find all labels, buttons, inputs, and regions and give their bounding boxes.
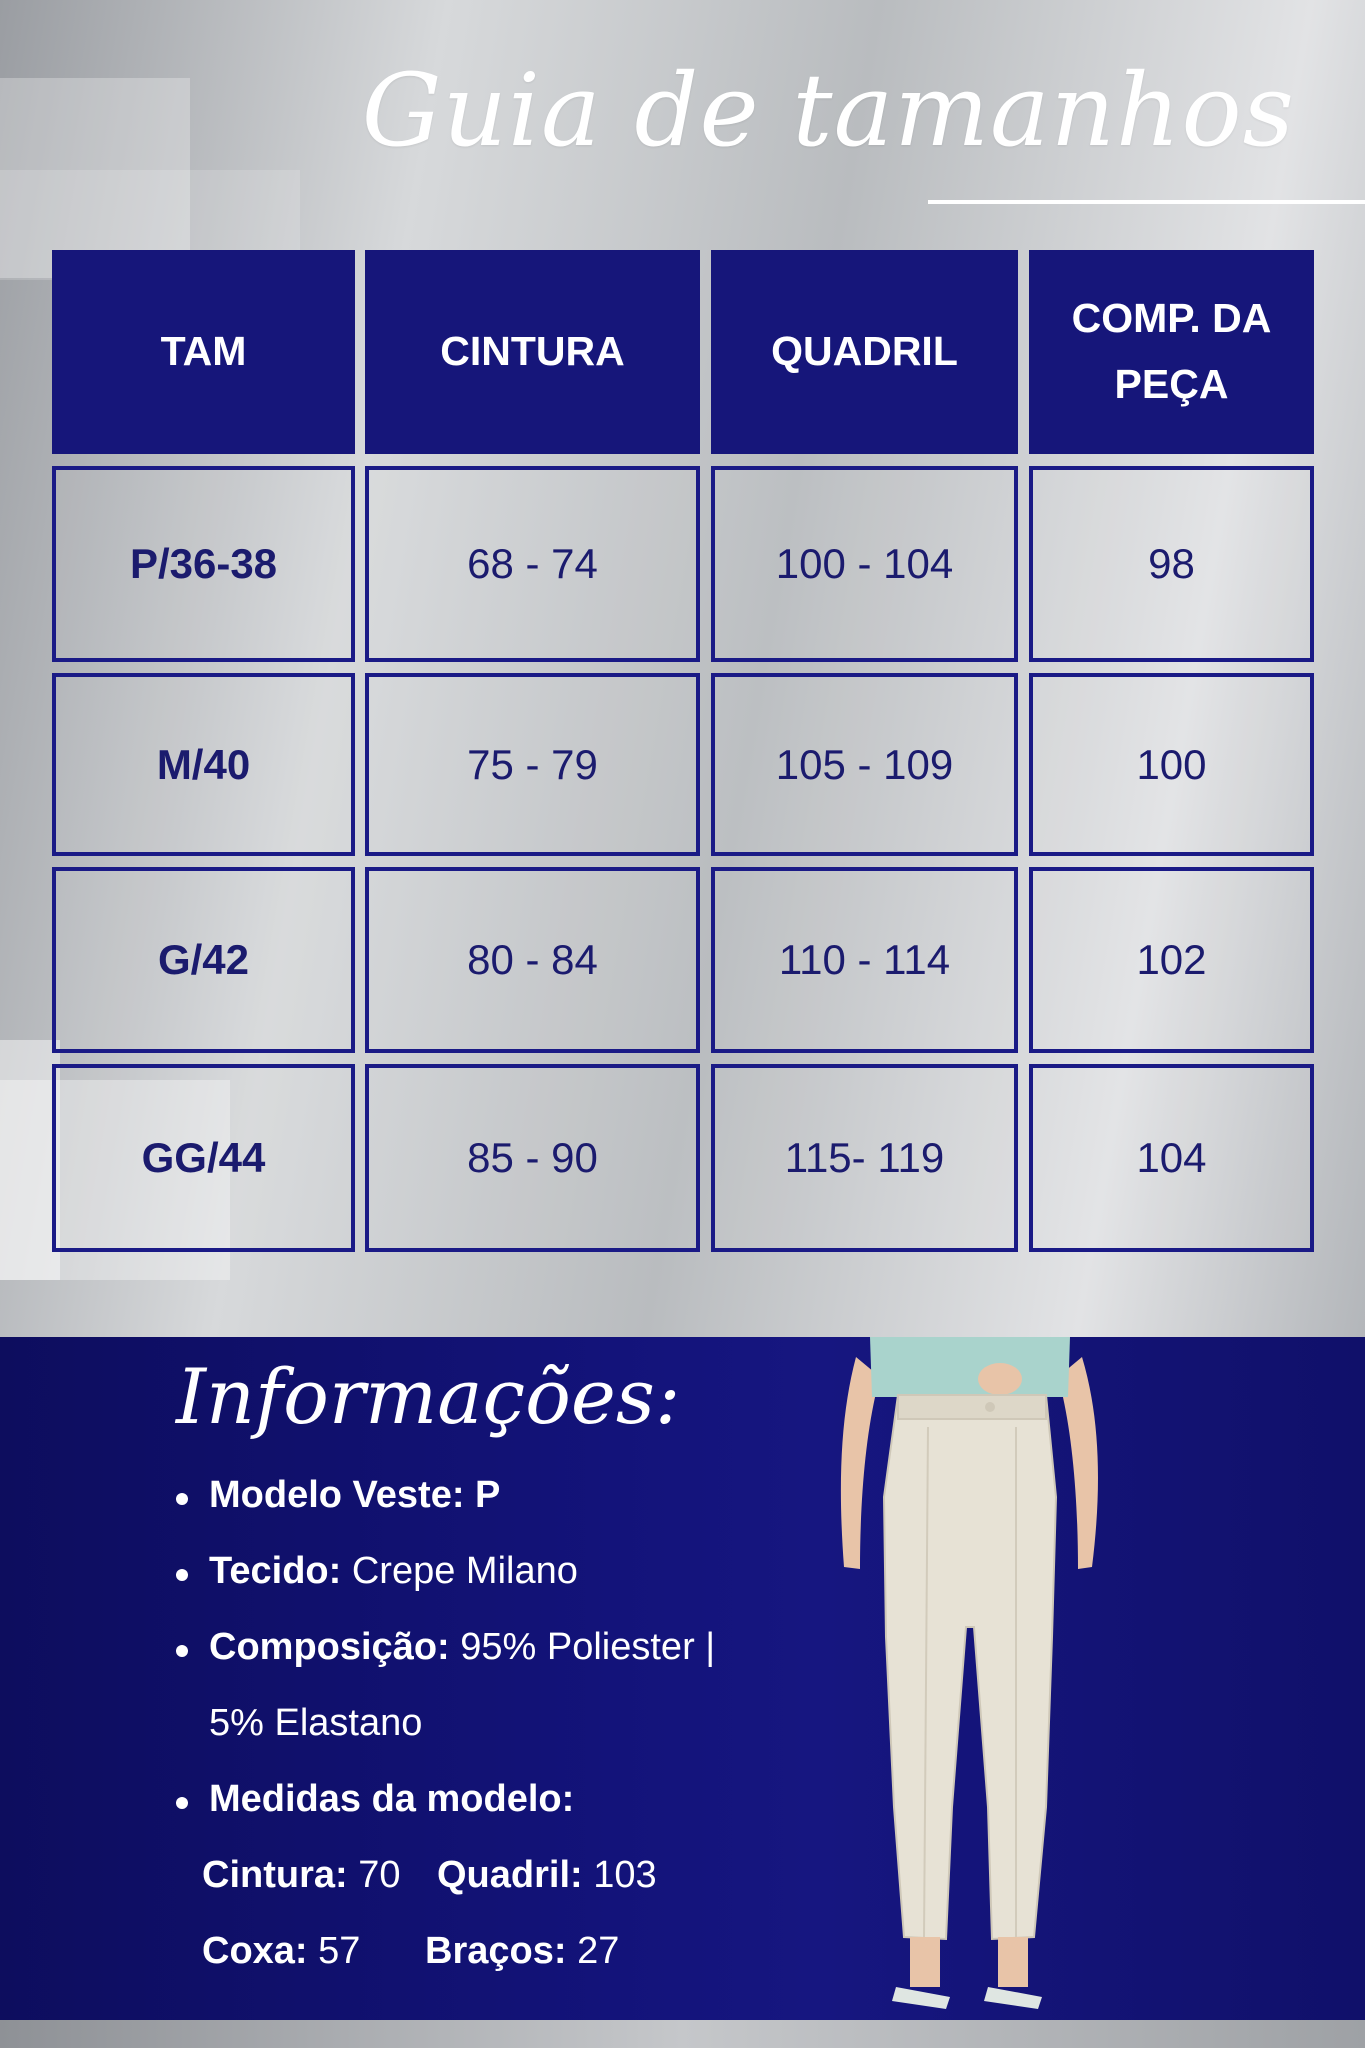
info-coxa [202, 1930, 360, 1973]
tecido-value: Crepe Milano [351, 1550, 578, 1592]
info-tecido [209, 1550, 578, 1593]
cell-cintura: 75 - 79 [365, 673, 700, 856]
cell-comp: 98 [1029, 466, 1314, 662]
bracos-value: 27 [577, 1930, 620, 1972]
cell-comp: 104 [1029, 1064, 1314, 1252]
coxa-value: 57 [318, 1930, 361, 1972]
cell-cintura: 68 - 74 [365, 466, 700, 662]
header-tam: TAM [52, 250, 355, 454]
coxa-label: Coxa: [202, 1930, 308, 1972]
bullet-icon [176, 1645, 188, 1657]
info-medidas [209, 1778, 574, 1821]
cell-comp: 100 [1029, 673, 1314, 856]
info-composicao [209, 1626, 715, 1669]
cell-quadril: 105 - 109 [711, 673, 1018, 856]
composicao-label: Composição: [209, 1626, 450, 1668]
info-bracos [425, 1930, 619, 1973]
bottom-strip [0, 2020, 1365, 2048]
info-cintura [202, 1854, 401, 1897]
quadril-value: 103 [593, 1854, 657, 1896]
header-comp-da-peca: COMP. DA PEÇA [1029, 250, 1314, 454]
info-modelo [209, 1474, 500, 1517]
header-quadril: QUADRIL [711, 250, 1018, 454]
info-quadril [437, 1854, 657, 1897]
cell-cintura: 85 - 90 [365, 1064, 700, 1252]
cell-quadril: 115- 119 [711, 1064, 1018, 1252]
info-title: Informações: [176, 1352, 681, 1441]
quadril-label: Quadril: [437, 1854, 583, 1896]
model-photo [820, 1337, 1120, 2037]
modelo-label: Modelo Veste: P [209, 1474, 501, 1516]
cell-quadril: 110 - 114 [711, 867, 1018, 1053]
title-underline [928, 200, 1365, 204]
cell-size: G/42 [52, 867, 355, 1053]
cintura-value: 70 [358, 1854, 401, 1896]
tecido-label: Tecido: [209, 1550, 342, 1592]
cell-comp: 102 [1029, 867, 1314, 1053]
decorative-shape [0, 1040, 60, 1280]
bullet-icon [176, 1797, 188, 1809]
page-title: Guia de tamanhos [361, 52, 1295, 169]
cell-quadril: 100 - 104 [711, 466, 1018, 662]
cintura-label: Cintura: [202, 1854, 348, 1896]
header-cintura: CINTURA [365, 250, 700, 454]
cell-size: P/36-38 [52, 466, 355, 662]
bullet-icon [176, 1493, 188, 1505]
composicao-value-2: 5% Elastano [209, 1702, 423, 1744]
medidas-label: Medidas da modelo: [209, 1778, 575, 1820]
cell-size: GG/44 [52, 1064, 355, 1252]
bracos-label: Braços: [425, 1930, 567, 1972]
bullet-icon [176, 1569, 188, 1581]
composicao-value: 95% Poliester | [460, 1626, 716, 1668]
cell-cintura: 80 - 84 [365, 867, 700, 1053]
cell-size: M/40 [52, 673, 355, 856]
